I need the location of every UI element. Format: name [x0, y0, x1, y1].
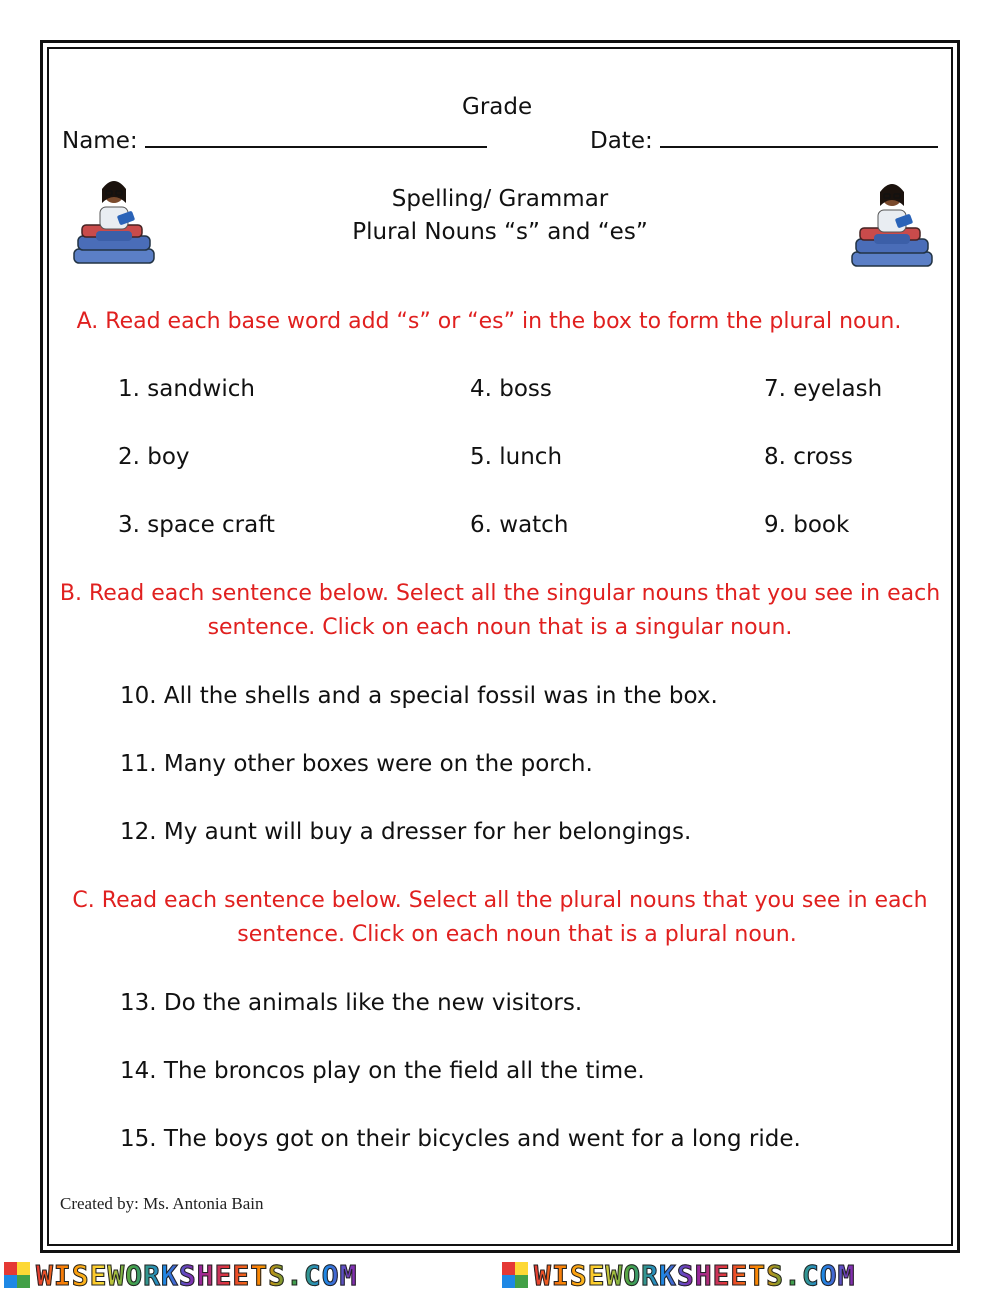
sentence-item: 14. The broncos play on the field all the time.	[120, 1058, 645, 1084]
grade-label: Grade	[462, 94, 533, 120]
watermark-text: WISEWORKSHEETS.COM	[534, 1258, 856, 1292]
word-item: 6. watch	[470, 512, 569, 538]
watermark	[4, 1259, 498, 1292]
word-item: 3. space craft	[118, 512, 275, 538]
sentence-item: 10. All the shells and a special fossil was in the box.	[120, 683, 718, 709]
subject-title: Spelling/ Grammar	[391, 186, 609, 212]
wise-logo-icon	[4, 1262, 30, 1288]
watermark-text: WISEWORKSHEETS.COM	[36, 1258, 358, 1292]
section-a-instruction: A. Read each base word add “s” or “es” in the box to form the plural noun.	[76, 309, 902, 334]
sentence-item: 13. Do the animals like the new visitors.	[120, 990, 583, 1016]
section-c-instruction-line2: sentence. Click on each noun that is a plural noun.	[237, 922, 797, 947]
section-c-instruction-line1: C. Read each sentence below. Select all the plural nouns that you see in each	[72, 888, 928, 913]
name-line	[145, 128, 487, 148]
sentence-item: 12. My aunt will buy a dresser for her belongings.	[120, 819, 692, 845]
sentence-item: 15. The boys got on their bicycles and went for a long ride.	[120, 1126, 801, 1152]
word-item: 7. eyelash	[764, 376, 883, 402]
topic-title: Plural Nouns “s” and “es”	[352, 219, 648, 245]
watermark-band	[0, 1259, 1000, 1291]
word-item: 1. sandwich	[118, 376, 255, 402]
name-label: Name:	[62, 128, 138, 154]
wise-logo-icon	[502, 1262, 528, 1288]
word-item: 4. boss	[470, 376, 552, 402]
date-field	[590, 128, 938, 154]
date-label: Date:	[590, 128, 653, 154]
sentence-item: 11. Many other boxes were on the porch.	[120, 751, 593, 777]
watermark	[502, 1259, 996, 1292]
word-item: 5. lunch	[470, 444, 563, 470]
word-item: 2. boy	[118, 444, 190, 470]
date-line	[660, 128, 938, 148]
section-b-instruction-line2: sentence. Click on each noun that is a singular noun.	[207, 615, 793, 640]
name-field	[62, 128, 487, 154]
section-b-instruction-line1: B. Read each sentence below. Select all the singular nouns that you see in each	[59, 581, 941, 606]
word-item: 8. cross	[764, 444, 853, 470]
word-item: 9. book	[764, 512, 850, 538]
author-credit: Created by: Ms. Antonia Bain	[60, 1194, 264, 1213]
